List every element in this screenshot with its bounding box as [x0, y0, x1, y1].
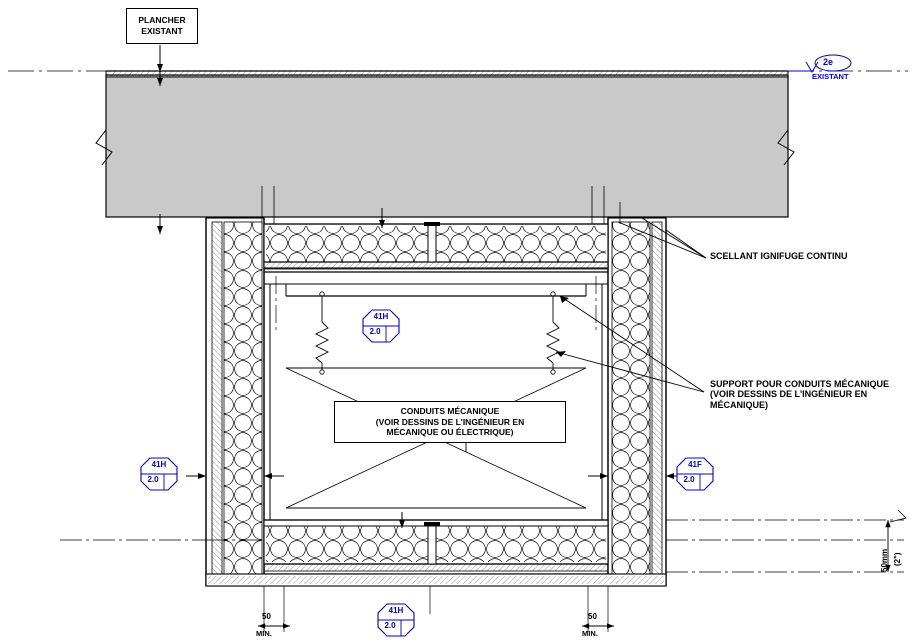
note-duct-box-text: CONDUITS MÉCANIQUE (VOIR DESSINS DE L'INGÉNIEUR EN MÉCANIQUE OU ÉLECTRIQUE) — [375, 406, 525, 438]
bottom-dimension-lines — [258, 586, 614, 632]
dim-bottom-left-qualifier: MIN. — [256, 629, 272, 638]
level-marker-2e — [788, 55, 851, 72]
note-duct-box — [334, 401, 566, 443]
tag-center-upper-value: 2.0 — [369, 327, 381, 336]
tag-left-code: 41H — [151, 460, 167, 469]
tag-bottom-value: 2.0 — [384, 621, 396, 630]
plancher-existant-text: PLANCHER EXISTANT — [138, 15, 186, 36]
dim-right-vertical-value: 50mm — [880, 548, 889, 572]
dim-bottom-right-value: 50 — [588, 612, 597, 621]
tag-left-value: 2.0 — [147, 475, 159, 484]
dim-bottom-right-qualifier: MIN. — [582, 629, 598, 638]
dim-bottom-left-value: 50 — [262, 612, 271, 621]
tag-center-upper-code: 41H — [373, 312, 389, 321]
plancher-existant-note — [126, 8, 198, 44]
duct-hanger-right — [547, 292, 559, 374]
tag-bottom-code: 41H — [388, 606, 404, 615]
level-marker-state: EXISTANT — [812, 72, 849, 81]
tag-right-value: 2.0 — [683, 475, 695, 484]
note-support: SUPPORT POUR CONDUITS MÉCANIQUE (VOIR DESSINS DE L'INGÉNIEUR EN MÉCANIQUE) — [710, 379, 890, 410]
tag-right-code: 41F — [688, 460, 702, 469]
dim-right-vertical-qualifier: (2") — [893, 552, 902, 566]
existing-floor-slab — [106, 71, 788, 217]
level-marker-level: 2e — [823, 57, 834, 67]
duct-hanger-left — [316, 292, 328, 374]
note-sealant: SCELLANT IGNIFUGE CONTINU — [710, 251, 848, 261]
